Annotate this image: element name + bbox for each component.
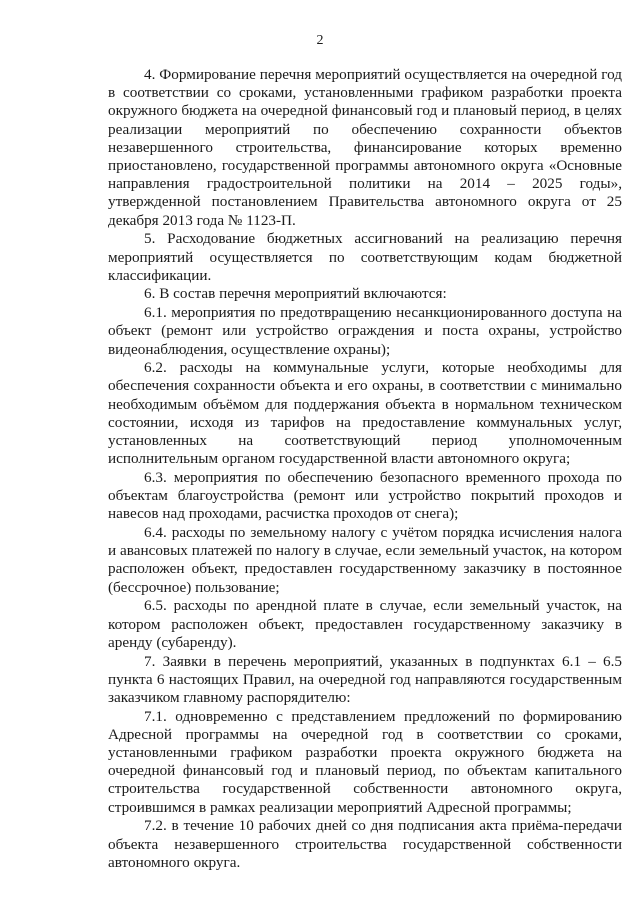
paragraph-5: 5. Расходование бюджетных ассигнований на реализацию перечня мероприятий осуществляется по соответствующим кодам бюджетной классификации. xyxy=(108,230,622,284)
paragraph-7-1: 7.1. одновременно с представлением предложений по формированию Адресной программы на очередной год в соответствии со сроками, установленными графиком разработки проекта окружного бюджета на очередной финансовый год и плановый период, по объектам капитального строительства государственной собственности автономного округа, строившимся в рамках реализации мероприятий Адресной программы; xyxy=(108,707,622,816)
paragraph-6: 6. В состав перечня мероприятий включаются: xyxy=(144,285,447,303)
paragraph-7: 7. Заявки в перечень мероприятий, указанных в подпунктах 6.1 – 6.5 пункта 6 настоящих Правил, на очередной год направляются государственным заказчиком главному распорядителю: xyxy=(108,652,622,706)
paragraph-6-2: 6.2. расходы на коммунальные услуги, которые необходимы для обеспечения сохранности объекта и его охраны, в соответствии с минимально необходимым объёмом для поддержания объекта в нормальном техническом состоянии, исходя из тарифов на предоставление коммунальных услуг, установленных на соответствующий период уполномоченным исполнительным органом государственной власти автономного округа; xyxy=(108,359,622,468)
paragraph-4: 4. Формирование перечня мероприятий осуществляется на очередной год в соответствии со сроками, установленными графиком разработки проекта окружного бюджета на очередной финансовый год и плановый период, в целях реализации мероприятий по обеспечению сохранности объектов незавершенного строительства, финансирование которых временно приостановлено, государственной программы автономного округа «Основные направления градостроительной политики на 2014 – 2025 годы», утвержденной постановлением Правительства автономного округа от 25 декабря 2013 года № 1123-П. xyxy=(108,66,622,229)
page-number: 2 xyxy=(316,33,324,48)
document-body xyxy=(108,66,622,872)
paragraph-6-5: 6.5. расходы по арендной плате в случае, если земельный участок, на котором расположен объект, предоставлен государственному заказчику в аренду (субаренду). xyxy=(108,597,622,651)
paragraph-6-4: 6.4. расходы по земельному налогу с учётом порядка исчисления налога и авансовых платежей по налогу в случае, если земельный участок, на котором расположен объект, предоставлен государственному заказчику в постоянное (бессрочное) пользование; xyxy=(108,524,622,596)
paragraph-6-1: 6.1. мероприятия по предотвращению несанкционированного доступа на объект (ремонт или устройство ограждения и поста охраны, устройство видеонаблюдения, осуществление охраны); xyxy=(108,304,622,358)
paragraph-7-2: 7.2. в течение 10 рабочих дней со дня подписания акта приёма-передачи объекта незавершенного строительства государственной собственности автономного округа. xyxy=(108,817,622,871)
paragraph-6-3: 6.3. мероприятия по обеспечению безопасного временного прохода по объектам благоустройства (ремонт или устройство покрытий проходов и навесов над проходами, расчистка проходов от снега); xyxy=(108,468,622,523)
